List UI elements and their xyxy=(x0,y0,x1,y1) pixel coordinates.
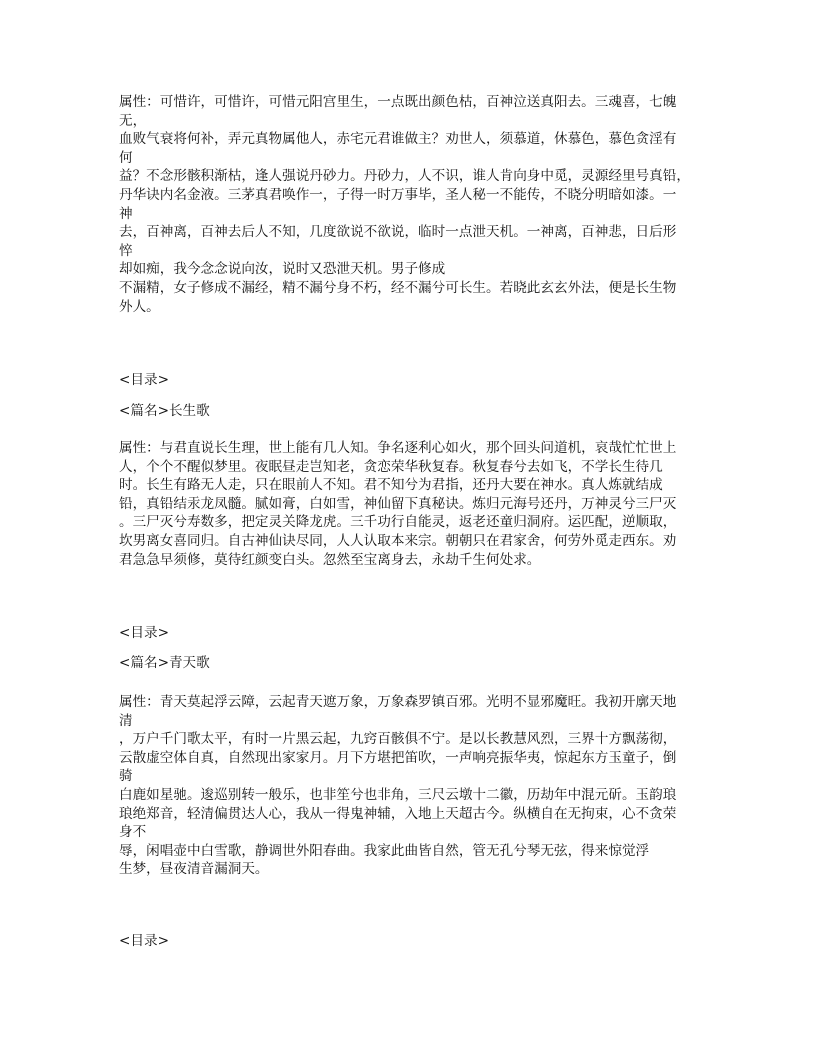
toc-marker: <目录> xyxy=(119,372,169,388)
text-line: 骑 xyxy=(119,768,133,785)
toc-marker: <目录> xyxy=(119,933,169,949)
section-body-1 xyxy=(119,93,719,316)
text-line: 云散虚空体自真，自然现出家家月。月下方堪把笛吹，一声响亮振华夷，惊起东方玉童子，倒 xyxy=(119,749,677,766)
text-line: 却如痴，我今念念说向汝，说时又恐泄天机。男子修成 xyxy=(119,261,446,278)
toc-marker: <目录> xyxy=(119,625,169,641)
text-line: 益？不念形骸积渐枯，逢人强说丹砂力。丹砂力，人不识，谁人肯向身中觅，灵源经里号真铅， xyxy=(119,168,690,185)
text-line: ，万户千门歌太平，有时一片黑云起，九窍百骸俱不宁。是以长教慧风烈，三界十方飘荡彻， xyxy=(119,731,677,748)
text-line: 外人。 xyxy=(119,298,160,315)
text-line: 人，个个不醒似梦里。夜眠昼走岂知老，贪恋荣华秋复春。秋复春兮去如飞，不学长生待几 xyxy=(119,458,663,475)
text-line: 时。长生有路无人走，只在眼前人不知。君不知兮为君指，还丹大要在神水。真人炼就结成 xyxy=(119,477,663,494)
text-line: 君急急早须修，莫待红颜变白头。忽然至宝离身去，永劫千生何处求。 xyxy=(119,551,541,568)
text-line: 。三尸灭兮寿数多，把定灵关降龙虎。三千功行自能灵，返老还童归洞府。运匹配，逆顺取， xyxy=(119,514,677,531)
text-line: 属性：可惜许，可惜许，可惜元阳宫里生，一点既出颜色枯，百神泣送真阳去。三魂喜，七魄 xyxy=(119,94,677,110)
text-line: 神 xyxy=(119,205,133,222)
chapter-title: <篇名>青天歌 xyxy=(119,655,210,671)
section-body-3 xyxy=(119,693,719,879)
text-line: 丹华诀内名金液。三茅真君唤作一，子得一时万事毕，圣人秘一不能传，不晓分明暗如漆。一 xyxy=(119,186,677,203)
text-line: 铅，真铅结汞龙凤髓。腻如膏，白如雪，神仙留下真秘诀。炼归元海号还丹，万神灵兮三尸灭 xyxy=(119,495,677,512)
text-line: 不漏精，女子修成不漏经，精不漏兮身不朽，经不漏兮可长生。若晓此玄玄外法，便是长生物 xyxy=(119,279,677,296)
text-line: 属性：与君直说长生理，世上能有几人知。争名逐利心如火，那个回头问道机，哀哉忙忙世上 xyxy=(119,440,677,456)
section-body-2 xyxy=(119,439,719,569)
text-line: 血败气衰将何补，弄元真物属他人，赤宅元君谁做主？劝世人，须慕道，休慕色，慕色贪淫有 xyxy=(119,131,677,148)
text-line: 琅绝郑音，轻清偏贯达人心，我从一得鬼神辅，入地上天超古今。纵横自在无拘束，心不贪荣 xyxy=(119,805,677,822)
text-line: 无， xyxy=(119,112,147,129)
text-line: 坎男离女喜同归。自古神仙诀尽同，人人认取本来宗。朝朝只在君家舍，何劳外觅走西东。劝 xyxy=(119,532,677,549)
text-line: 清 xyxy=(119,712,133,729)
text-line: 属性：青天莫起浮云障，云起青天遮万象，万象森罗镇百邪。光明不显邪魔旺。我初开廓天地 xyxy=(119,694,677,710)
text-line: 悴 xyxy=(119,242,133,259)
chapter-title: <篇名>长生歌 xyxy=(119,403,210,419)
text-line: 生梦，昼夜清音漏洞天。 xyxy=(119,861,269,878)
text-line: 白鹿如星驰。逡巡别转一般乐，也非笙兮也非角，三尺云墩十二徽，历劫年中混元斫。玉韵琅 xyxy=(119,786,677,803)
text-line: 去，百神离，百神去后人不知，几度欲说不欲说，临时一点泄天机。一神离，百神悲，日后形 xyxy=(119,224,677,241)
text-line: 身不 xyxy=(119,824,147,841)
text-line: 何 xyxy=(119,149,133,166)
text-line: 辱，闲唱壶中白雪歌，静调世外阳春曲。我家此曲皆自然，管无孔兮琴无弦，得来惊觉浮 xyxy=(119,842,650,859)
